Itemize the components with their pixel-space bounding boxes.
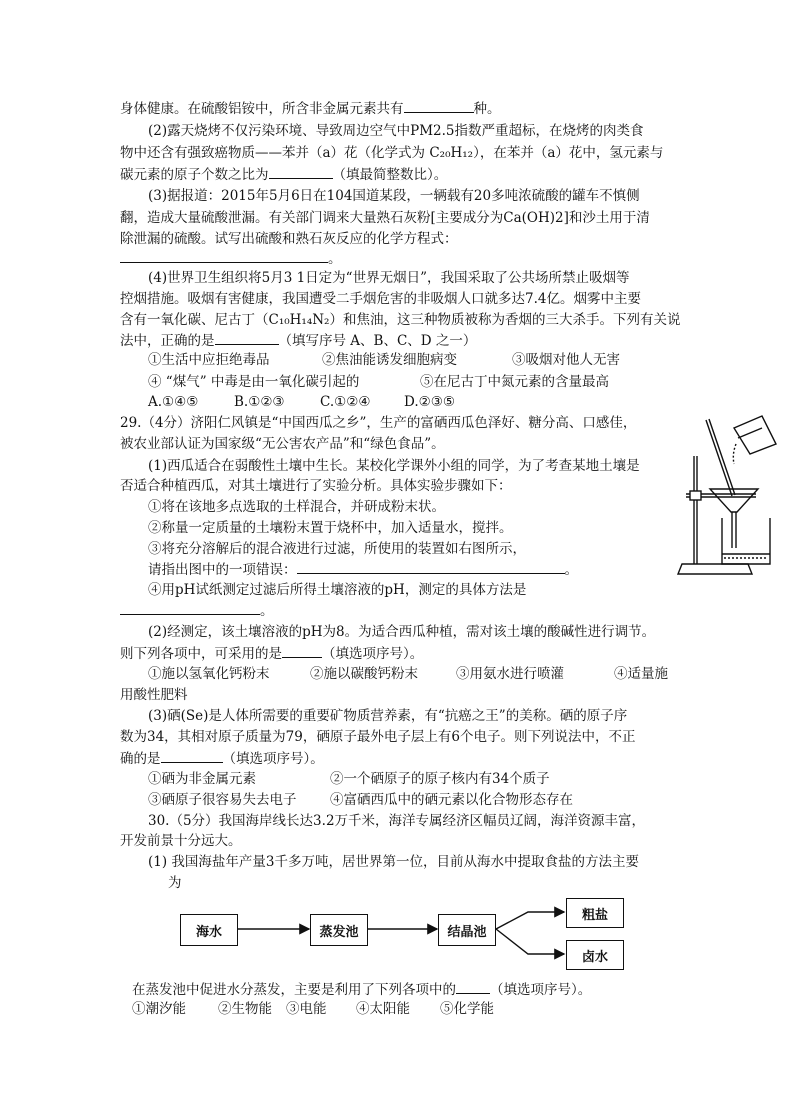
option: ①生活中应拒绝毒品 (148, 352, 270, 368)
text-line: (4)世界卫生组织将5月3 1日定为“世界无烟日”，我国采取了公共场所禁止吸烟等 (148, 270, 630, 286)
answer-blank[interactable] (161, 748, 223, 763)
answer-blank[interactable] (120, 248, 328, 263)
text-line: (2)露天烧烤不仅污染环境、导致周边空气中PM2.5指数严重超标，在烧烤的肉类食 (148, 123, 644, 139)
choice: C.①②④ (320, 394, 371, 410)
step: 请指出图中的一项错误： 。 (148, 559, 578, 580)
filtration-apparatus-figure (676, 414, 790, 578)
option: ①硒为非金属元素 (148, 771, 256, 787)
text-line: 被农业部认证为国家级“无公害农产品”和“绿色食品”。 (120, 436, 445, 452)
flow-box-crude-salt: 粗盐 (566, 898, 624, 928)
text-line: 开发前景十分远大。 (120, 833, 242, 849)
text-line: 含有一氧化碳、尼古丁（C₁₀H₁₄N₂）和焦油，这三种物质被称为香烟的三大杀手。下列有关说 (120, 312, 681, 328)
step: ④用pH试纸测定过滤后所得土壤溶液的pH，测定的具体方法是 (148, 582, 527, 598)
text-line: (2)经测定，该土壤溶液的pH为8。为适合西瓜种植，需对该土壤的酸碱性进行调节。 (148, 624, 656, 640)
text-line: 物中还含有强致癌物质——苯并（a）花（化学式为 C₂₀H₁₂），在苯并（a）花中，氢元素与 (120, 145, 664, 161)
text-line: 数为34，其相对原子质量为79，硒原子最外电子层上有6个电子。则下列说法中，不正 (120, 729, 636, 745)
option: ②焦油能诱发细胞病变 (322, 352, 457, 368)
option: ③用氨水进行喷灌 (456, 666, 564, 682)
choice: B.①②③ (234, 394, 285, 410)
option: ②施以碳酸钙粉末 (310, 666, 418, 682)
text-line: 为 (168, 875, 182, 891)
option: ④太阳能 (356, 1001, 410, 1017)
option: ③硒原子很容易失去电子 (148, 792, 297, 808)
text-line: 则下列各项中，可采用的是 （填选项序号）。 (120, 643, 423, 664)
flow-box-crystallization-pond: 结晶池 (438, 914, 496, 946)
question-header: 29.（4分）济阳仁风镇是“中国西瓜之乡”，生产的富硒西瓜色泽好、糖分高、口感佳， (120, 415, 637, 431)
option: ②一个硒原子的原子核内有34个质子 (330, 771, 550, 787)
option: ⑤化学能 (440, 1001, 494, 1017)
text-line: (3)据报道：2015年5月6日在104国道某段，一辆载有20多吨浓硫酸的罐车不慎侧 (148, 188, 640, 204)
text-line: 。 (120, 248, 342, 269)
text-line: 确的是 （填选项序号）。 (120, 748, 324, 769)
text-line: 身体健康。在硫酸铝铵中，所含非金属元素共有 种。 (120, 98, 501, 119)
answer-blank[interactable] (282, 643, 322, 658)
text-line: (1) 我国海盐年产量3千多万吨，居世界第一位，目前从海水中提取食盐的方法主要 (148, 854, 640, 870)
text-line: 除泄漏的硫酸。试写出硫酸和熟石灰反应的化学方程式： (120, 231, 458, 247)
text-line: 碳元素的原子个数之比为 （填最简整数比）。 (120, 164, 447, 185)
question-header: 30.（5分）我国海岸线长达3.2万千米，海洋专属经济区幅员辽阔，海洋资源丰富， (148, 813, 646, 829)
text-line: 否适合种植西瓜，对其土壤进行了实验分析。具体实验步骤如下： (120, 478, 512, 494)
text-line: 法中，正确的是 （填写序号 A、B、C、D 之一） (120, 330, 476, 351)
text-line: 。 (120, 600, 274, 621)
flow-arrows (236, 894, 568, 974)
choice: A.①④⑤ (148, 394, 199, 410)
option: ②生物能 (218, 1001, 272, 1017)
option: ③电能 (286, 1001, 327, 1017)
answer-blank[interactable] (456, 979, 490, 994)
answer-blank[interactable] (297, 559, 565, 574)
answer-blank[interactable] (215, 330, 279, 345)
option: 用酸性肥料 (120, 687, 188, 703)
text-line: 在蒸发池中促进水分蒸发，主要是利用了下列各项中的 （填选项序号）。 (132, 979, 591, 1000)
text-line: (3)硒(Se)是人体所需要的重要矿物质营养素，有“抗癌之王”的美称。硒的原子序 (148, 708, 628, 724)
step: ①将在该地多点选取的土样混合，并研成粉末状。 (148, 499, 445, 515)
choice: D.②③⑤ (404, 394, 455, 410)
flow-box-seawater: 海水 (180, 914, 238, 946)
step: ③将充分溶解后的混合液进行过滤，所使用的装置如右图所示， (148, 541, 526, 557)
answer-blank[interactable] (269, 164, 333, 179)
text-line: 翻，造成大量硫酸泄漏。有关部门调来大量熟石灰粉[主要成分为Ca(OH)2]和沙土用于清 (120, 210, 650, 226)
text-line: (1)西瓜适合在弱酸性土壤中生长。某校化学课外小组的同学，为了考查某地土壤是 (148, 458, 640, 474)
option: ①潮汐能 (132, 1001, 186, 1017)
option: ①施以氢氧化钙粉末 (148, 666, 270, 682)
option: ③吸烟对他人无害 (512, 352, 620, 368)
answer-blank[interactable] (120, 600, 260, 615)
option: ④ “煤气” 中毒是由一氧化碳引起的 (148, 374, 360, 390)
option: ④富硒西瓜中的硒元素以化合物形态存在 (330, 792, 573, 808)
flow-box-brine: 卤水 (566, 940, 624, 970)
step: ②称量一定质量的土壤粉末置于烧杯中，加入适量水，搅拌。 (148, 520, 513, 536)
answer-blank[interactable] (404, 98, 474, 113)
option: ⑤在尼古丁中氮元素的含量最高 (420, 374, 609, 390)
option: ④适量施 (614, 666, 668, 682)
flow-box-evaporation-pond: 蒸发池 (310, 914, 368, 946)
text-line: 控烟措施。吸烟有害健康，我国遭受二手烟危害的非吸烟人口就多达7.4亿。烟雾中主要 (120, 291, 641, 307)
